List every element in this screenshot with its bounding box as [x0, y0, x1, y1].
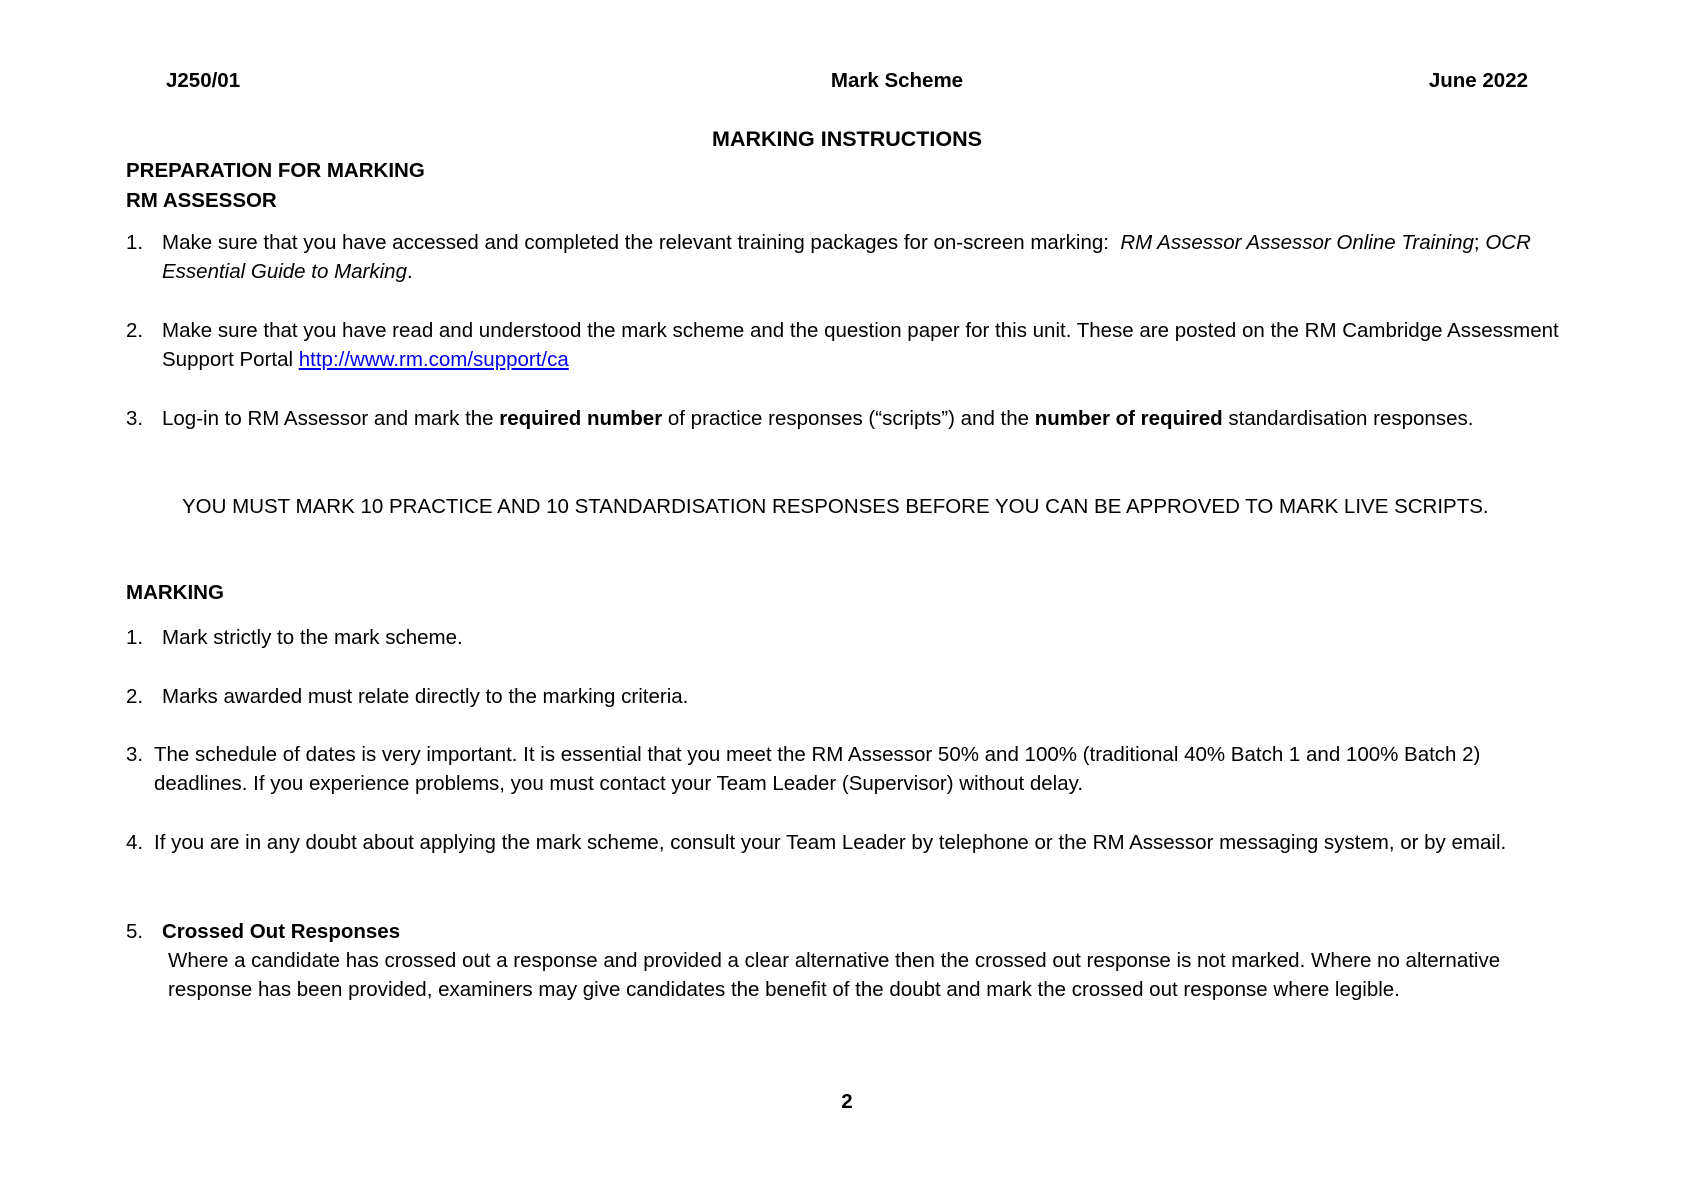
- crossed-out-title: Crossed Out Responses: [162, 920, 401, 943]
- list-item: [126, 404, 1566, 433]
- guide-title: OCR Essential Guide to Marking: [162, 231, 1531, 283]
- list-text: Make sure that you have read and understood the mark scheme and the question paper for this unit. These are posted on the RM Cambridge Assessment Support Portal http://www.rm.com/support/ca: [162, 319, 1559, 371]
- list-item: [126, 740, 1566, 798]
- list-text: Where a candidate has crossed out a response and provided a clear alternative then the crossed out response is not marked. Where no alternative response has been provided, examiners may give candidates the benefit of the doubt and mark the crossed out response where legible.: [168, 949, 1501, 1001]
- list-number: 1.: [126, 626, 144, 649]
- list-text: Mark strictly to the mark scheme.: [162, 626, 463, 649]
- list-text: If you are in any doubt about applying the mark scheme, consult your Team Leader by telephone or the RM Assessor messaging system, or by email.: [154, 831, 1507, 854]
- section-subheading-rm-assessor: RM ASSESSOR: [126, 189, 277, 212]
- section-heading-preparation: PREPARATION FOR MARKING: [126, 159, 425, 182]
- list-item: [126, 623, 1566, 652]
- header-date: June 2022: [1428, 69, 1528, 92]
- section-heading-marking: MARKING: [126, 581, 224, 604]
- list-number: 5.: [126, 920, 144, 943]
- list-text: Make sure that you have accessed and completed the relevant training packages for on-screen marking: RM Assessor Assessor Online Training; OCR Essential Guide to Marking.: [162, 231, 1531, 283]
- page-number: 2: [841, 1090, 853, 1113]
- training-title: RM Assessor Assessor Online Training: [1120, 231, 1474, 254]
- list-number: 1.: [126, 231, 144, 254]
- list-item: [126, 228, 1566, 286]
- page-title: MARKING INSTRUCTIONS: [712, 127, 982, 151]
- list-number: 3.: [126, 743, 144, 766]
- support-portal-link[interactable]: http://www.rm.com/support/ca: [298, 348, 569, 371]
- list-text: Marks awarded must relate directly to the marking criteria.: [162, 685, 689, 708]
- notice-text: YOU MUST MARK 10 PRACTICE AND 10 STANDARDISATION RESPONSES BEFORE YOU CAN BE APPROVED TO MARK LIVE SCRIPTS.: [182, 495, 1489, 518]
- list-item: [126, 316, 1566, 374]
- list-number: 4.: [126, 831, 144, 854]
- header-code: J250/01: [166, 69, 241, 92]
- header-title: Mark Scheme: [830, 69, 964, 92]
- list-item: [126, 917, 1566, 1004]
- list-item: [126, 828, 1566, 857]
- list-text: Log-in to RM Assessor and mark the required number of practice responses (“scripts”) and the number of required standardisation responses.: [162, 407, 1474, 430]
- list-text: The schedule of dates is very important. It is essential that you meet the RM Assessor 50% and 100% (traditional 40% Batch 1 and 100% Batch 2) deadlines. If you experience problems, you must contact your Team Leader (Supervisor) without delay.: [154, 743, 1481, 795]
- list-number: 3.: [126, 407, 144, 430]
- list-number: 2.: [126, 685, 144, 708]
- list-item: [126, 682, 1566, 711]
- list-number: 2.: [126, 319, 144, 342]
